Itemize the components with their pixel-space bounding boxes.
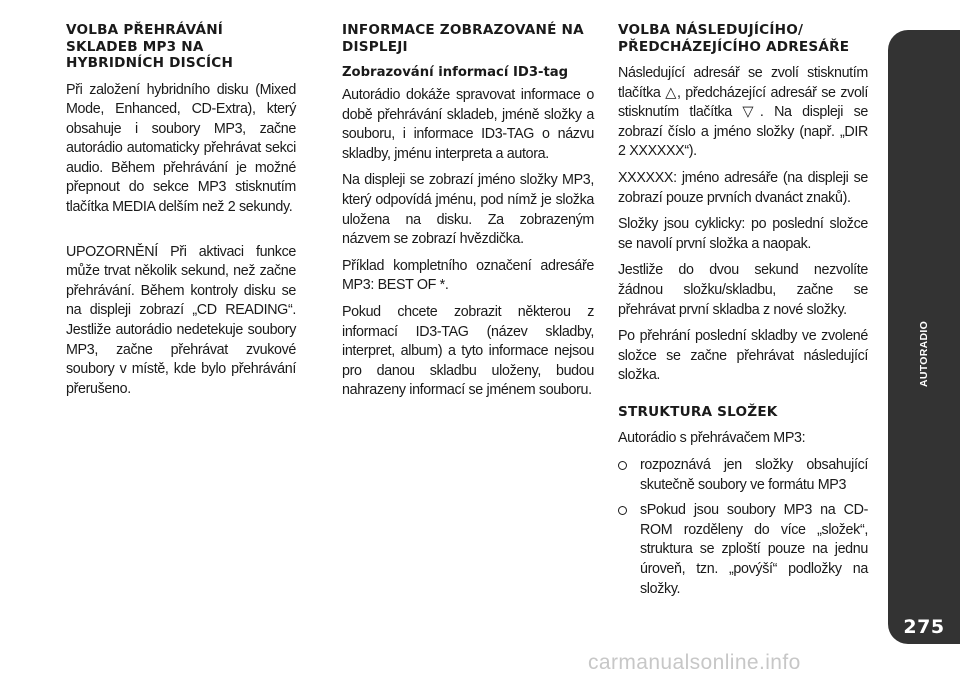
paragraph: Autorádio dokáže spravovat informace o době přehrávání skladeb, jméně složky a souboru, i informace ID3-TAG o názvu skladby, jménu interpreta a autora. xyxy=(342,87,594,162)
paragraph: Jestliže do dvou sekund nezvolíte žádnou složku/skladbu, začne se přehrávat první skladba z nové složky. xyxy=(618,262,868,318)
warning-paragraph: UPOZORNĚNÍ Při aktivaci funkce může trvat několik sekund, než začne přehrávání. Během kontroly disku se na displeji zobrazí „CD READING“. Jestliže autorádio nedetekuje soubory MP3, začne přehrávat zvukové soubory v místě, kde bylo přehrávání přerušeno. xyxy=(66,243,296,397)
page-number: 275 xyxy=(903,616,945,638)
list-item xyxy=(618,501,868,599)
section-heading-mp3-hybrid: VOLBA PŘEHRÁVÁNÍ SKLADEB MP3 NA HYBRIDNÍCH DISCÍCH xyxy=(66,22,234,71)
paragraph: Na displeji se zobrazí jméno složky MP3, který odpovídá jménu, pod nímž je složka uložena na disku. Za zobrazeným názvem se zobrazí hvězdička. xyxy=(342,172,594,248)
paragraph: Pokud chcete zobrazit některou z informací ID3-TAG (název skladby, interpret, album) a tyto informace nejsou pro danou skladbu uloženy, budou nahrazeny informací se jménem souboru. xyxy=(342,303,594,399)
paragraph: Při založení hybridního disku (Mixed Mode, Enhanced, CD-Extra), který obsahuje i soubory MP3, začne autorádio automaticky přehrávat sekci audio. Během přehrávání je možné přepnout do sekce MP3 stisknutím tlačítka MEDIA delším než 2 sekundy. xyxy=(66,81,296,216)
section-heading-folder-structure: STRUKTURA SLOŽEK xyxy=(618,403,778,420)
watermark: carmanualsonline.info xyxy=(588,651,801,674)
paragraph: Složky jsou cyklicky: po poslední složce se navolí první složka a naopak. xyxy=(618,216,868,252)
section-heading-folder-select: VOLBA NÁSLEDUJÍCÍHO/ PŘEDCHÁZEJÍCÍHO ADRESÁŘE xyxy=(618,22,850,55)
paragraph: Po přehrání poslední skladby ve zvolené složce se začne přehrávat následující složka. xyxy=(618,328,868,384)
section-heading-display-info: INFORMACE ZOBRAZOVANÉ NA DISPLEJI xyxy=(342,22,584,55)
column-right xyxy=(618,22,868,605)
chapter-label: AUTORADIO xyxy=(918,320,930,388)
column-middle xyxy=(342,22,594,408)
subheading-id3-tag: Zobrazování informací ID3-tag xyxy=(342,65,569,80)
column-left xyxy=(66,22,296,406)
list-item-text: rozpoznává jen složky obsahující skutečně soubory ve formátu MP3 xyxy=(640,457,868,493)
paragraph: XXXXXX: jméno adresáře (na displeji se zobrazí pouze prvních dvanáct znaků). xyxy=(618,169,868,206)
paragraph: Autorádio s přehrávačem MP3: xyxy=(618,430,806,447)
circle-bullet-icon xyxy=(618,506,627,515)
paragraph: Následující adresář se zvolí stisknutím tlačítka △, předcházející adresář se zvolí stisknutím tlačítka ▽. Na displeji se zobrazí číslo a jméno složky (např. „DIR 2 XXXXXX“). xyxy=(618,65,868,160)
paragraph: Příklad kompletního označení adresáře MP3: BEST OF *. xyxy=(342,257,594,294)
list-item xyxy=(618,456,868,495)
chapter-tab xyxy=(888,30,960,644)
circle-bullet-icon xyxy=(618,461,627,470)
bullet-list xyxy=(618,456,868,599)
list-item-text: sPokud jsou soubory MP3 na CD-ROM rozděleny do více „složek“, struktura se zploští pouze na jednu úroveň, tzn. „povýší“ podložky na složky. xyxy=(640,502,868,597)
